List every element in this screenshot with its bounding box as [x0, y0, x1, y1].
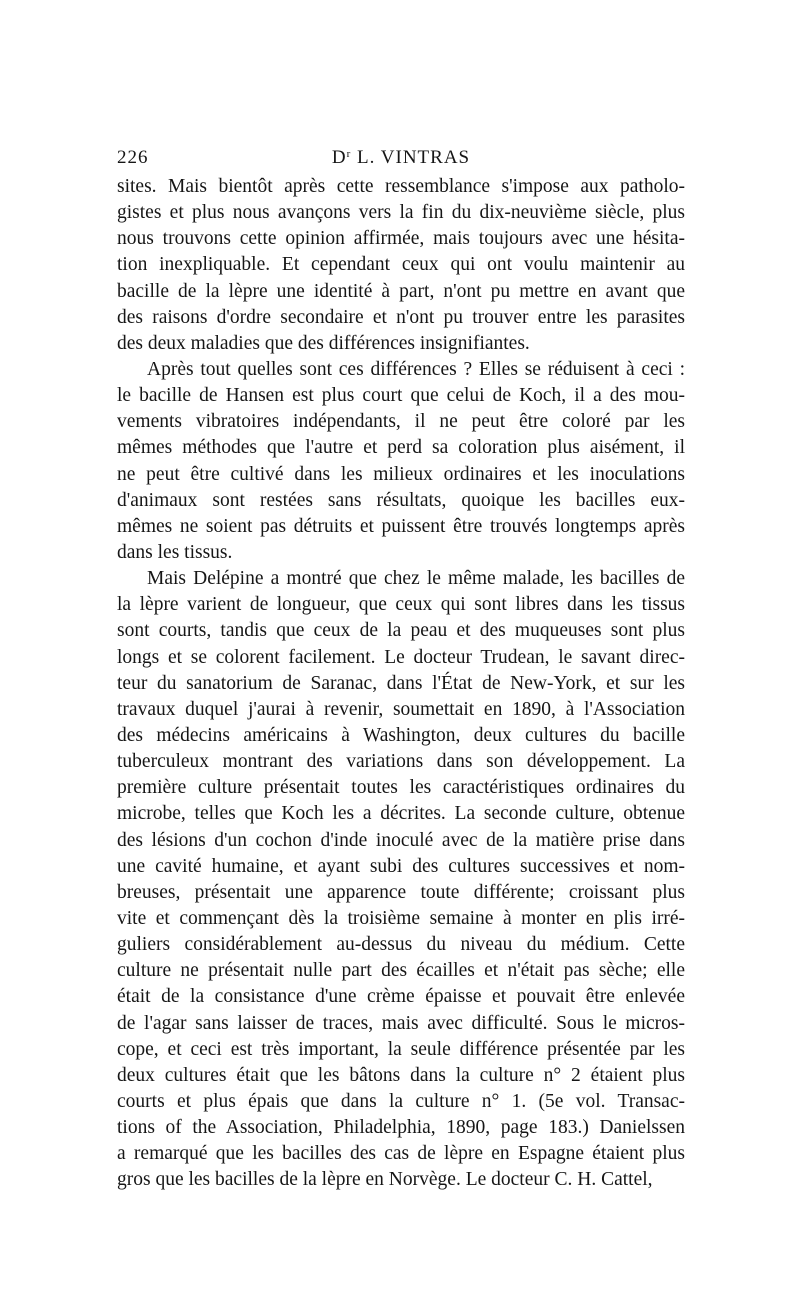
text-line: dans les tissus. — [117, 541, 233, 563]
text-line: tion inexpliquable. Et cependant ceux qui ont voulu maintenir au — [117, 254, 685, 276]
text-line: gistes et plus nous avançons vers la fin du dix-neuvième siècle, plus — [117, 202, 685, 224]
text-line: cope, et ceci est très important, la seule différence présentée par les — [117, 1038, 685, 1060]
text-line: vements vibratoires indépendants, il ne peut être coloré par les — [117, 411, 685, 433]
text-line: bacille de la lèpre une identité à part, n'ont pu mettre en avant que — [117, 280, 685, 302]
running-head — [117, 147, 685, 169]
running-head-author: L. VINTRAS — [357, 147, 471, 168]
text-line: vite et commençant dès la troisième semaine à monter en plis irré- — [117, 907, 685, 929]
text-line: sites. Mais bientôt après cette ressemblance s'impose aux patholo- — [117, 176, 685, 197]
text-line: breuses, présentait une apparence toute différente; croissant plus — [117, 881, 685, 903]
text-line: des raisons d'ordre secondaire et n'ont pu trouver entre les parasites — [117, 306, 685, 328]
text-line: ne peut être cultivé dans les milieux ordinaires et les inoculations — [117, 463, 685, 485]
paragraph — [117, 357, 685, 566]
text-line: guliers considérablement au-dessus du niveau du médium. Cette — [117, 934, 685, 956]
text-line: a remarqué que les bacilles des cas de lèpre en Espagne étaient plus — [117, 1143, 685, 1165]
running-head-superscript: r — [346, 148, 352, 160]
text-line: des lésions d'un cochon d'inde inoculé avec de la matière prise dans — [117, 829, 685, 851]
text-line: de l'agar sans laisser de traces, mais avec difficulté. Sous le micros- — [117, 1012, 685, 1034]
page-number: 226 — [117, 147, 149, 168]
text-line: Mais Delépine a montré que chez le même malade, les bacilles de — [147, 568, 685, 590]
text-line: d'animaux sont restées sans résultats, quoique les bacilles eux- — [117, 489, 685, 511]
text-line: teur du sanatorium de Saranac, dans l'État de New-York, et sur les — [117, 672, 685, 694]
text-line: mêmes ne soient pas détruits et puissent être trouvés longtemps après — [117, 515, 685, 537]
text-line: était de la consistance d'une crème épaisse et pouvait être enlevée — [117, 986, 685, 1008]
text-line: nous trouvons cette opinion affirmée, mais toujours avec une hésita- — [117, 228, 685, 250]
text-line: le bacille de Hansen est plus court que celui de Koch, il a des mou- — [117, 385, 685, 407]
paragraph — [117, 174, 685, 357]
running-head-title-prefix: D — [331, 147, 347, 168]
text-line: mêmes méthodes que l'autre et perd sa coloration plus aisément, il — [117, 437, 685, 459]
text-line: courts et plus épais que dans la culture n° 1. (5e vol. Transac- — [117, 1090, 685, 1112]
text-line: une cavité humaine, et ayant subi des cultures successives et nom- — [117, 855, 685, 877]
text-line: tuberculeux montrant des variations dans son développement. La — [117, 751, 685, 773]
text-line: des médecins américains à Washington, deux cultures du bacille — [117, 724, 685, 746]
text-line: culture ne présentait nulle part des écailles et n'était pas sèche; elle — [117, 960, 685, 982]
text-line: tions of the Association, Philadelphia, 1890, page 183.) Danielssen — [117, 1117, 685, 1139]
paragraph — [117, 566, 685, 1193]
text-line: gros que les bacilles de la lèpre en Norvège. Le docteur C. H. Cattel, — [117, 1169, 653, 1191]
page-body — [117, 174, 685, 1193]
text-line: sont courts, tandis que ceux de la peau et des muqueuses sont plus — [117, 620, 685, 642]
text-line: première culture présentait toutes les caractéristiques ordinaires du — [117, 777, 685, 799]
page-header — [117, 147, 685, 173]
text-line: microbe, telles que Koch les a décrites. La seconde culture, obtenue — [117, 803, 685, 825]
text-line: travaux duquel j'aurai à revenir, soumettait en 1890, à l'Association — [117, 698, 685, 720]
text-line: deux cultures était que les bâtons dans la culture n° 2 étaient plus — [117, 1064, 685, 1086]
text-line: longs et se colorent facilement. Le docteur Trudean, le savant direc- — [117, 646, 685, 668]
text-line: des deux maladies que des différences insignifiantes. — [117, 332, 530, 354]
text-line: la lèpre varient de longueur, que ceux qui sont libres dans les tissus — [117, 594, 685, 616]
text-line: Après tout quelles sont ces différences ? Elles se réduisent à ceci : — [147, 358, 685, 380]
